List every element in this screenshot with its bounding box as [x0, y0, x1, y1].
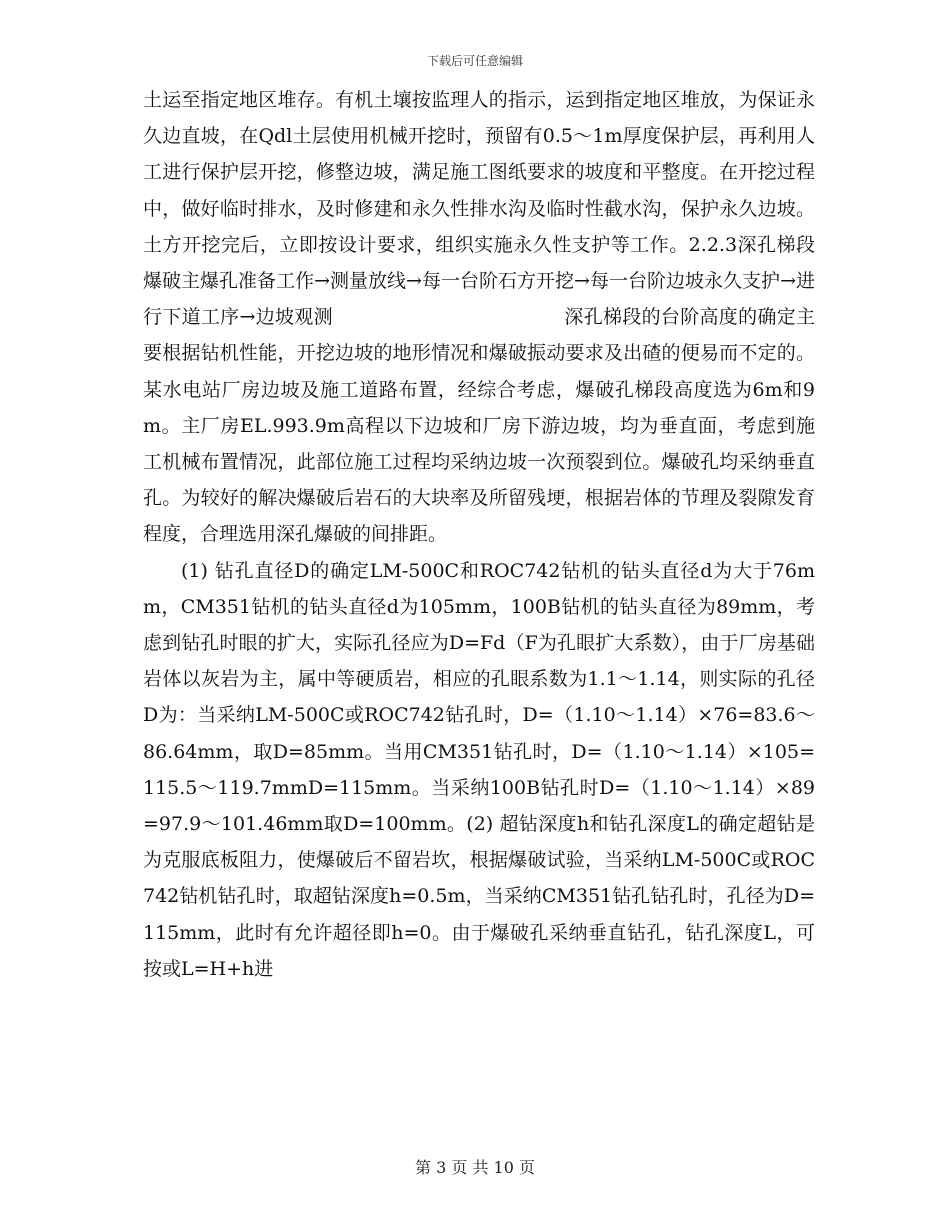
paragraph-2: (1) 钻孔直径D的确定LM-500C和ROC742钻机的钻头直径d为大于76mm，CM351钻机的钻头直径d为105mm，100B钻机的钻头直径为89mm，考虑到钻孔时眼的扩大，实际孔径应为D=Fd（F为孔眼扩大系数），由于厂房基础岩体以灰岩为主，属中等硬质岩，相应的孔眼系数为1.1～1.14，则实际的孔径D为：当采纳LM-500C或ROC742钻孔时，D=（1.10～1.14）×76=83.6～86.64mm，取D=85mm。当用CM351钻孔时，D=（1.10～1.14）×105=115.5～119.7mmD=115mm。当采纳100B钻孔时D=（1.10～1.14）×89=97.9～101.46mm取D=100mm。(2) 超钻深度h和钻孔深度L的确定超钻是为克服底板阻力，使爆破后不留岩坎，根据爆破试验，当采纳LM-500C或ROC742钻机钻孔时，取超钻深度h=0.5m，当采纳CM351钻孔钻孔时，孔径为D=115mm，此时有允许超径即h=0。由于爆破孔采纳垂直钻孔，钻孔深度L，可按或L=H+h进	[143, 559, 815, 980]
document-body	[143, 82, 815, 987]
paragraph-1: 土运至指定地区堆存。有机土壤按监理人的指示，运到指定地区堆放，为保证永久边直坡，在Qdl土层使用机械开挖时，预留有0.5～1m厚度保护层，再利用人工进行保护层开挖，修整边坡，满足施工图纸要求的坡度和平整度。在开挖过程中，做好临时排水，及时修建和永久性排水沟及临时性截水沟，保护永久边坡。土方开挖完后，立即按设计要求，组织实施永久性支护等工作。2.2.3深孔梯段爆破主爆孔准备工作→测量放线→每一台阶石方开挖→每一台阶边坡永久支护→进行下道工序→边坡观测 深孔梯段的台阶高度的确定主要根据钻机性能，开挖边坡的地形情况和爆破振动要求及出碴的便易而不定的。某水电站厂房边坡及施工道路布置，经综合考虑，爆破孔梯段高度选为6m和9m。主厂房EL.993.9m高程以下边坡和厂房下游边坡，均为垂直面，考虑到施工机械布置情况，此部位施工过程均采纳边坡一次预裂到位。爆破孔均采纳垂直孔。为较好的解决爆破后岩石的大块率及所留残埂，根据岩体的节理及裂隙发育程度，合理选用深孔爆破的间排距。	[143, 89, 815, 546]
page-header: 下载后可任意编辑	[426, 54, 523, 68]
page-number: 第 3 页 共 10 页	[415, 1158, 535, 1177]
